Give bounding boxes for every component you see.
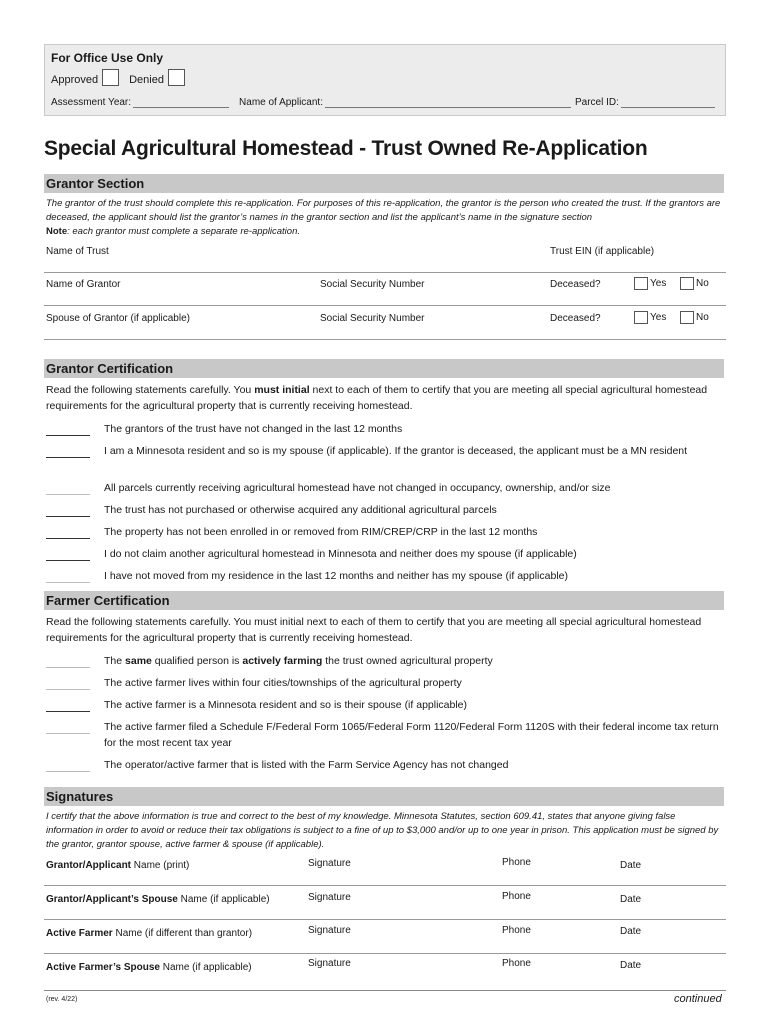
spouse-row [44,310,726,340]
trust-ein-field[interactable]: Trust EIN (if applicable) [550,246,655,257]
signer-name-field[interactable]: Active Farmer Name (if different than grantor) [46,928,253,939]
initial-field[interactable] [46,733,90,734]
grantor-cert-intro: Read the following statements carefully. You must initial next to each of them to certify that you are meeting all special agricultural homestead requirements for the agricultural property that is currently receiving homestead. [46,384,708,412]
farmer-cert-heading: Farmer Certification [44,591,724,610]
applicant-name-field[interactable] [325,99,571,108]
assessment-year-field[interactable] [133,99,229,108]
office-fields-row [51,97,719,108]
farmer-cert-intro: Read the following statements carefully. You must initial next to each of them to certify that you are meeting all special agricultural homestead requirements for the agricultural property that is currently receiving homestead. [46,616,702,644]
initial-field[interactable] [46,560,90,561]
signature-row [44,886,726,920]
yes-checkbox[interactable] [634,277,648,290]
phone-field[interactable]: Phone [502,891,531,902]
signature-row [44,954,726,988]
signatures-intro: I certify that the above information is true and correct to the best of my knowledge. Minnesota Statutes, section 609.41, states that anyone giving false information in order to avoid or reduce their tax obligations is subject to a fine of up to $3,000 and/or up to one year in prison. This application must be signed by the grantor, grantor spouse, active farmer & spouse (if applicable). [46,811,719,850]
signer-name-field[interactable]: Active Farmer’s Spouse Name (if applicable) [46,962,252,973]
initial-field[interactable] [46,711,90,712]
grantor-row [44,276,726,306]
spouse-ssn-field[interactable]: Social Security Number [320,313,425,324]
signature-field[interactable]: Signature [308,958,351,969]
approval-row [51,69,195,86]
no-checkbox[interactable] [680,277,694,290]
initial-field[interactable] [46,667,90,668]
grantor-deceased-yes[interactable]: Yes [634,277,666,290]
spouse-deceased-yes[interactable]: Yes [634,311,666,324]
footer-divider [44,990,726,991]
date-field[interactable]: Date [620,926,642,937]
assessment-year-label: Assessment Year: [51,97,132,108]
initial-field[interactable] [46,435,90,436]
office-use-box [44,44,726,116]
signature-field[interactable]: Signature [308,925,351,936]
denied-checkbox[interactable] [168,69,185,86]
applicant-name-label: Name of Applicant: [239,97,323,108]
name-of-trust-field[interactable]: Name of Trust [46,246,109,257]
spouse-of-grantor-field[interactable]: Spouse of Grantor (if applicable) [46,313,190,324]
approved-checkbox[interactable] [102,69,119,86]
continued-label: continued [674,993,722,1005]
grantor-section-intro: The grantor of the trust should complete this re-application. For purposes of this re-application, the grantor is the person who created the trust. If the grantors are deceased, the applicant should list the grantor’s names in the grantor section and list the applicant’s name in the signature section Note: each grantor must complete a separate re-application. [46,198,721,237]
yes-checkbox[interactable] [634,311,648,324]
grantor-deceased-label: Deceased? [550,279,601,290]
note-label: Note [46,226,68,237]
initial-field[interactable] [46,538,90,539]
signature-field[interactable]: Signature [308,858,351,869]
signatures-heading: Signatures [44,787,724,806]
grantor-ssn-field[interactable]: Social Security Number [320,279,425,290]
page-title: Special Agricultural Homestead - Trust Owned Re-Application [44,137,648,160]
date-field[interactable]: Date [620,860,642,871]
phone-field[interactable]: Phone [502,925,531,936]
phone-field[interactable]: Phone [502,857,531,868]
grantor-section-heading: Grantor Section [44,174,724,193]
signature-row [44,852,726,886]
signature-field[interactable]: Signature [308,892,351,903]
parcel-id-field[interactable] [621,99,715,108]
spouse-deceased-label: Deceased? [550,313,601,324]
trust-row [44,243,726,273]
phone-field[interactable]: Phone [502,958,531,969]
initial-field[interactable] [46,689,90,690]
revision-label: (rev. 4/22) [46,996,78,1003]
grantor-deceased-no[interactable]: No [680,277,709,290]
signer-name-field[interactable]: Grantor/Applicant’s Spouse Name (if applicable) [46,894,270,905]
initial-field[interactable] [46,516,90,517]
date-field[interactable]: Date [620,960,642,971]
initial-field[interactable] [46,582,90,583]
grantor-cert-heading: Grantor Certification [44,359,724,378]
initial-field[interactable] [46,494,90,495]
note-text: : each grantor must complete a separate re-application. [67,226,301,237]
office-use-title: For Office Use Only [51,51,164,65]
date-field[interactable]: Date [620,894,642,905]
denied-label: Denied [129,74,164,86]
parcel-id-label: Parcel ID: [574,97,619,108]
approved-label: Approved [51,74,99,86]
initial-field[interactable] [46,457,90,458]
signer-name-field[interactable]: Grantor/Applicant Name (print) [46,860,190,871]
spouse-deceased-no[interactable]: No [680,311,709,324]
name-of-grantor-field[interactable]: Name of Grantor [46,279,121,290]
initial-field[interactable] [46,771,90,772]
no-checkbox[interactable] [680,311,694,324]
signature-row [44,920,726,954]
